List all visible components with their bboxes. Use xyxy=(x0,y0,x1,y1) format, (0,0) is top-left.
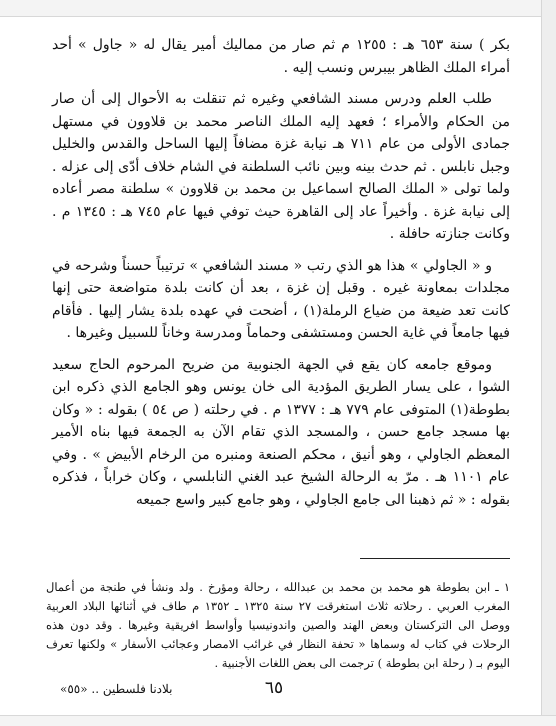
paragraph: وموقع جامعه كان يقع في الجهة الجنوبية من ضريح المرحوم الحاج سعيد الشوا ، على يسار الطريق المؤدية الى خان يونس وهو الجامع الذي ذكره ابن بطوطة(١) المتوفى عام ٧٧٩ هـ : ١٣٧٧ م . في رحلته ( ص ٥٤ ) بقوله : « وكان بها مسجد جامع حسن ، والمسجد الذي تقام الآن به الجمعة فيها بناه الأمير المعظم الجاولي ، وهو أنيق ، محكم الصنعة ومنبره من الرخام الأبيض » . وفي عام ١١٠١ هـ . مرّ به الرحالة الشيخ عبد الغني النابلسي ، وكان خراباً ، فذكره بقوله : « ثم ذهبنا الى جامع الجاولي ، وهو جامع كبير واسع جميعه xyxy=(52,356,510,508)
viewer-top-border xyxy=(0,0,556,17)
page-footer xyxy=(0,678,542,702)
footnote: ١ ـ ابن بطوطة هو محمد بن محمد بن عبدالله ، رحالة ومؤرخ . ولد ونشأ في طنجة من أعمال المغرب العربي . رحلاته ثلاث استغرقت ٢٧ سنة ١٣٢٥ ـ ١٣٥٢ م طاف في أثنائها البلاد العربية ووصل الى التركستان وبعض الهند والصين واندونيسيا وأواسط افريقية وغيرها . وقد دون هذه الرحلات في كتاب له وسماها « تحفة النظار في غرائب الامصار وعجائب الأسفار » ولكنها تعرف اليوم بـ ( رحلة ابن بطوطة ) ترجمت الى بعض اللغات الأجنبية . xyxy=(46,579,510,670)
page-number: ٦٥ xyxy=(264,678,284,698)
paragraph: طلب العلم ودرس مسند الشافعي وغيره ثم تنقلت به الأحوال إلى أن صار من الحكام والأمراء ؛ فعهد إليه الملك الناصر محمد بن قلاوون في مستهل جمادى الأولى من عام ٧١١ هـ نيابة غزة مضافاً إليها الساحل والقدس والخليل وجبل نابلس . ثم حدث بينه وبين نائب السلطنة في الشام خلاف أدّى إلى عزله . ولما تولى « الملك الصالح اسماعيل بن محمد بن قلاوون » سلطنة مصر أعاده إلى نيابة غزة . وأخيراً عاد إلى القاهرة حيث توفي فيها عام ٧٤٥ هـ : ١٣٤٥ م . وكانت جنازته حافلة . xyxy=(52,91,510,242)
running-title: بلادنا فلسطين .. «٥٥» xyxy=(60,682,173,696)
paragraph: بكر ) سنة ٦٥٣ هـ : ١٢٥٥ م ثم صار من مماليك أمير يقال له « جاول » أحد أمراء الملك الظاهر بيبرس ونسب إليه . xyxy=(52,37,510,76)
viewer-bottom-border xyxy=(0,715,556,726)
viewer-right-border xyxy=(541,0,556,726)
main-text xyxy=(52,34,510,520)
paragraph: و « الجاولي » هذا هو الذي رتب « مسند الشافعي » ترتيباً حسناً وشرحه في مجلدات بمعاونة غيره . وقبل إن غزة ، بعد أن كانت بلدة متواضعة حتى إنها كانت تعد ضيعة من ضياع الرملة(١) ، أضحت في عهده بلدة يشار إليها . فأقام فيها جامعاً في غاية الحسن ومستشفى وحماماً ومدرسة وخاناً للسبيل وغيرها . xyxy=(52,257,510,341)
footnote-separator xyxy=(360,558,510,559)
